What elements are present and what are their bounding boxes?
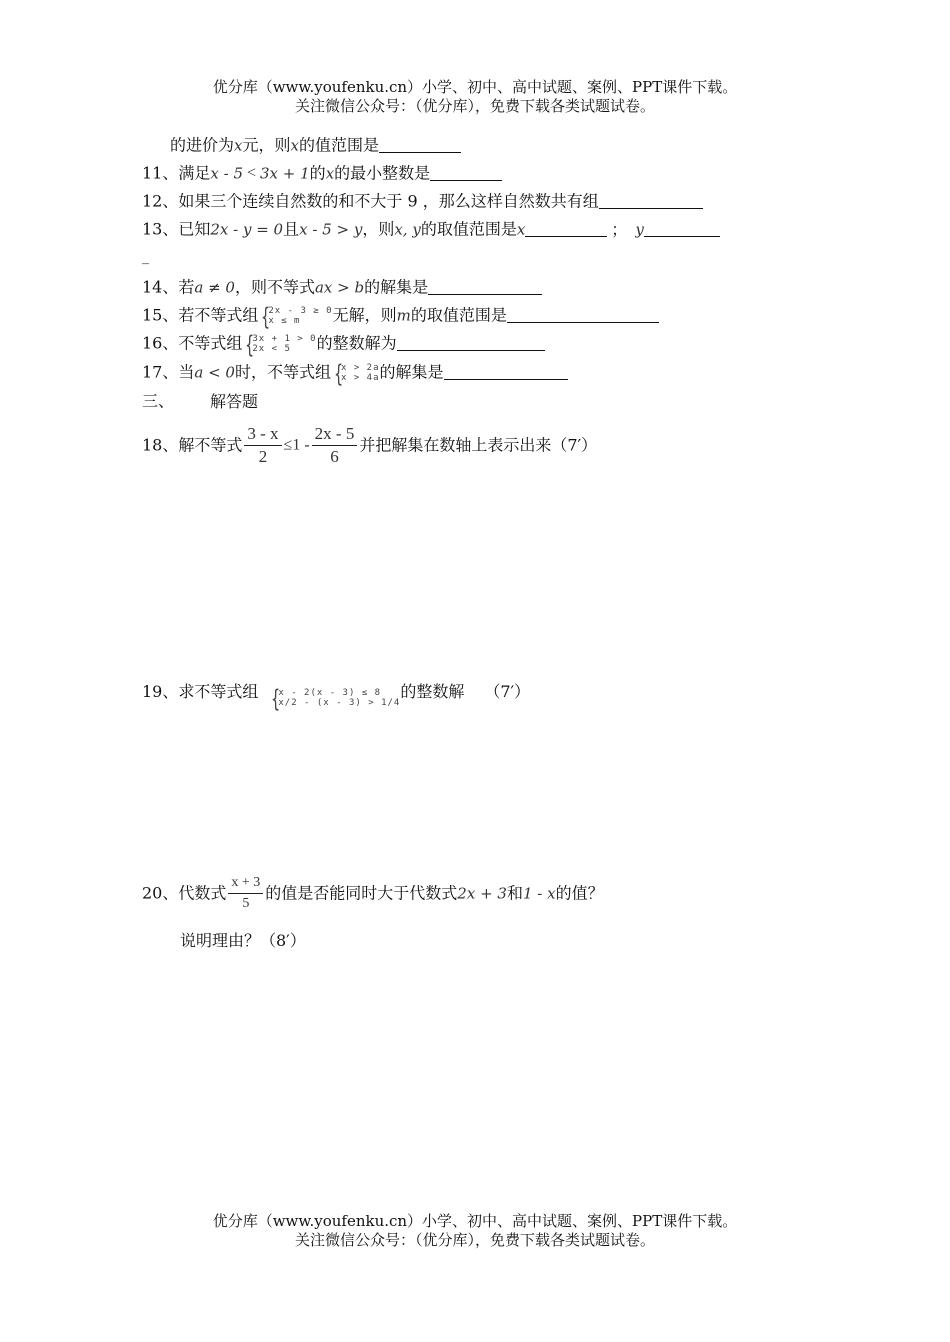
question-10-continuation: 的进价为x元，则x的值范围是 <box>170 134 461 157</box>
page-header <box>0 78 950 116</box>
footer-line-1: 优分库（www.youfenku.cn）小学、初中、高中试题、案例、PPT课件下载。 <box>212 1212 738 1230</box>
answer-blank[interactable] <box>599 194 703 209</box>
answer-blank-y[interactable] <box>644 222 720 237</box>
question-12: 12、如果三个连续自然数的和不大于 9 ，那么这样自然数共有组 <box>142 190 703 213</box>
inequality-system: { x - 2(x - 3) ≤ 8 x/2 - (x - 3) > 1/4 <box>271 685 401 713</box>
answer-blank-x[interactable] <box>525 222 607 237</box>
question-16: 16、不等式组 { 3x + 1 > 0 2x < 5 的整数解为 <box>142 332 545 355</box>
question-11: 11、满足x - 5 < 3x + 1的x的最小整数是 <box>142 162 502 185</box>
answer-blank[interactable] <box>428 280 542 295</box>
question-18: 18、解不等式 $\frac{3 - x}{2}$ ≤1 - $\frac{2x - 5}{6}$ 并把解集在数轴上表示出来（7′） <box>142 424 598 466</box>
answer-blank[interactable] <box>379 138 461 153</box>
question-20-line-2: 说明理由？（8′） <box>180 931 306 950</box>
question-13: 13、已知2x - y = 0且x - 5 > y，则x, y的取值范围是x ； y <box>142 218 720 241</box>
question-14: 14、若a ≠ 0，则不等式ax > b的解集是 <box>142 276 542 299</box>
page-footer <box>0 1212 950 1250</box>
footer-line-2: 关注微信公众号：（优分库），免费下载各类试题试卷。 <box>294 1231 655 1249</box>
answer-blank[interactable] <box>507 308 659 323</box>
question-15: 15、若不等式组 { 2x - 3 ≥ 0 x ≤ m 无解，则m的取值范围是 <box>142 304 659 327</box>
inequality-system: { 2x - 3 ≥ 0 x ≤ m <box>261 302 333 331</box>
question-13-overflow: _ <box>142 249 149 265</box>
inequality-system: { 3x + 1 > 0 2x < 5 <box>245 330 317 359</box>
question-20: 20、代数式 $\frac{x + 3}{5}$ 的值是否能同时大于代数式2x + 3和1 - x的值？ <box>142 875 604 911</box>
header-line-1: 优分库（www.youfenku.cn）小学、初中、高中试题、案例、PPT课件下载。 <box>212 78 738 96</box>
fraction: $\frac{3 - x}{2}$ <box>244 425 281 466</box>
question-19: 19、求不等式组 { x - 2(x - 3) ≤ 8 x/2 - (x - 3) > 1/4 的整数解 （7′） <box>142 682 531 713</box>
inequality-system: { x > 2a x > 4a <box>334 359 380 388</box>
section-3-heading: 三、 解答题 <box>142 391 259 411</box>
fraction: $\frac{2x - 5}{6}$ <box>312 425 358 466</box>
header-line-2: 关注微信公众号：（优分库），免费下载各类试题试卷。 <box>294 97 655 115</box>
question-17: 17、当a < 0时，不等式组 { x > 2a x > 4a 的解集是 <box>142 361 568 384</box>
answer-blank[interactable] <box>397 336 545 351</box>
answer-blank[interactable] <box>444 365 568 380</box>
fraction: $\frac{x + 3}{5}$ <box>228 875 263 912</box>
answer-blank[interactable] <box>430 166 502 181</box>
